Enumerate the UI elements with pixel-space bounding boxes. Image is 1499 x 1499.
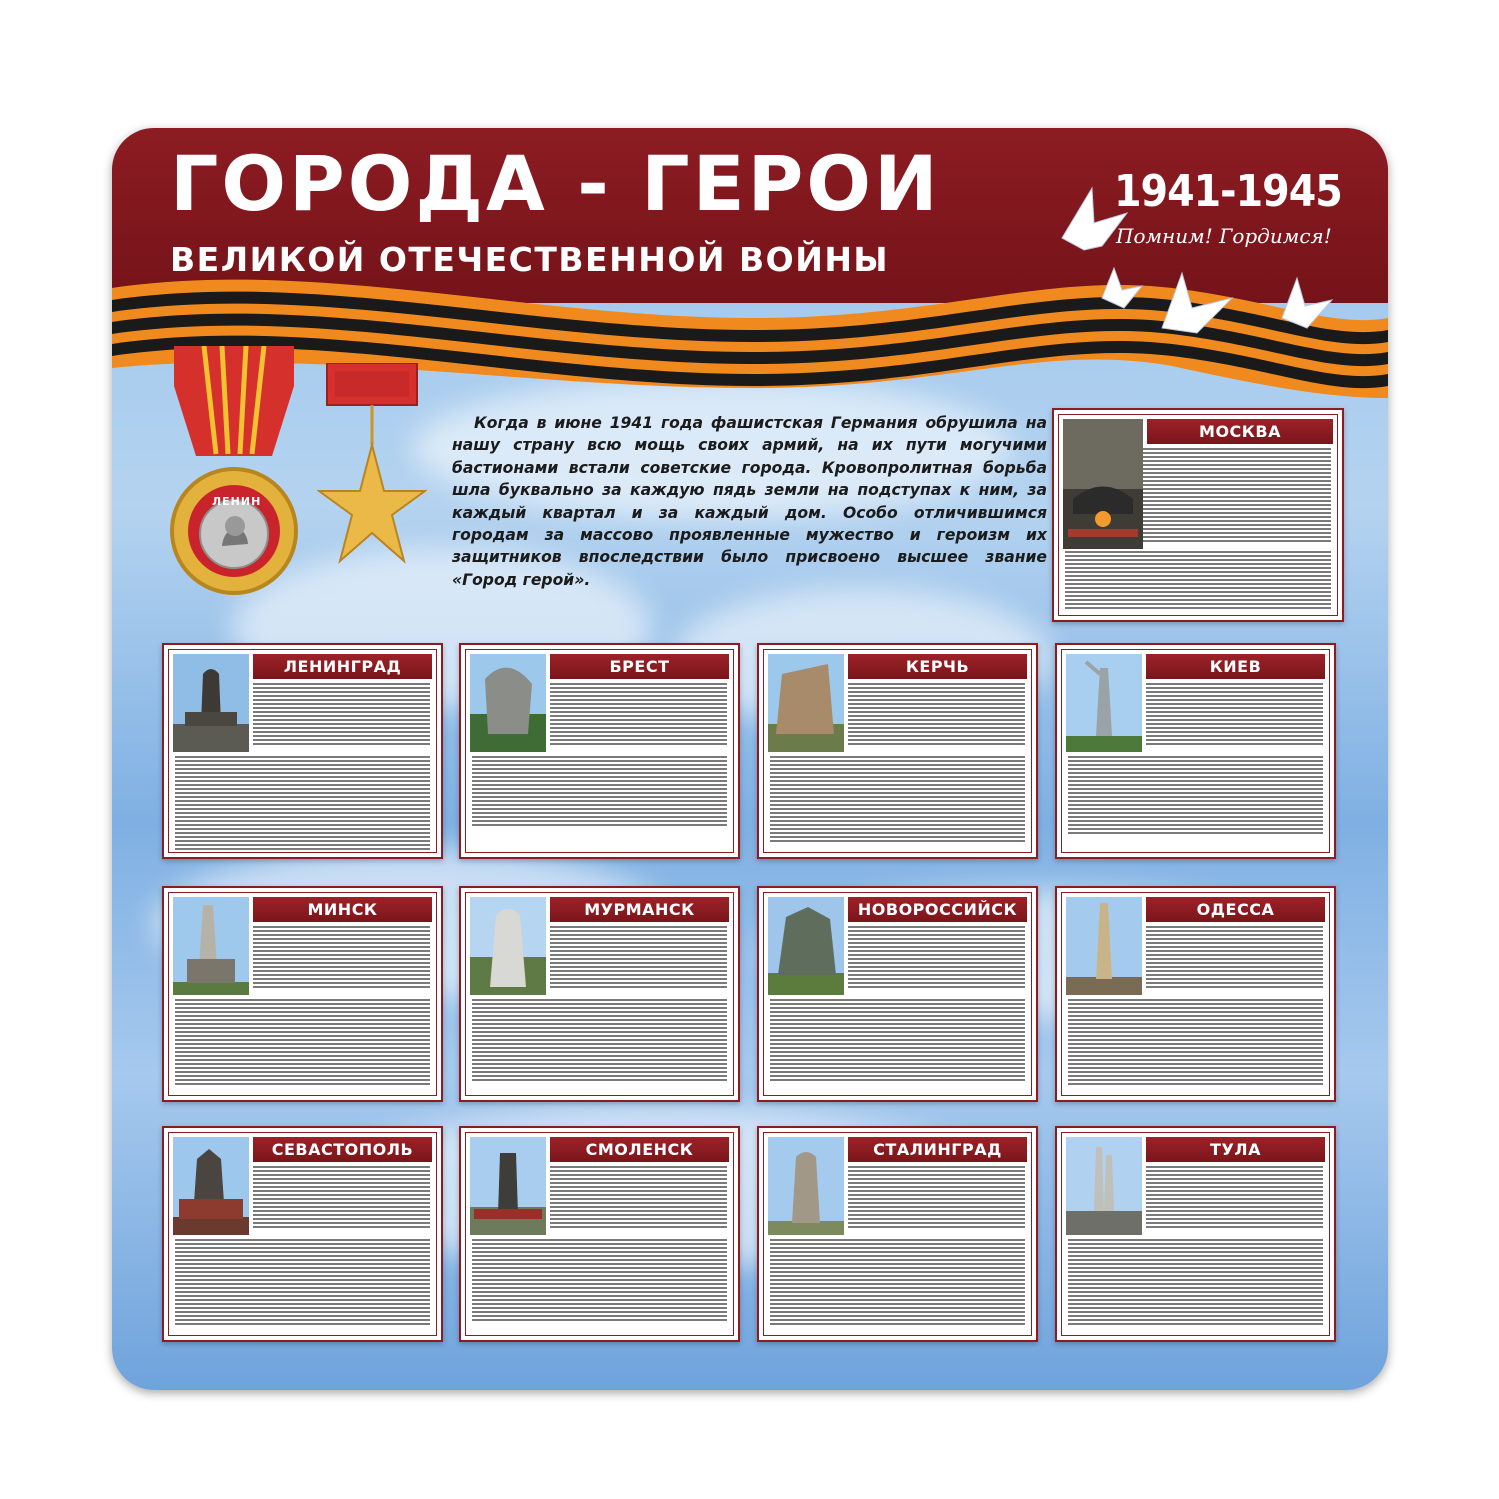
city-photo <box>768 1137 844 1235</box>
city-title: ОДЕССА <box>1146 897 1325 922</box>
city-text <box>550 926 727 992</box>
city-photo <box>470 654 546 752</box>
city-text <box>1146 1166 1323 1232</box>
city-text <box>175 999 430 1091</box>
city-text <box>848 926 1025 992</box>
poster-board <box>112 128 1388 1390</box>
city-text <box>550 683 727 749</box>
motto-label: Помним! Гордимся! <box>1116 224 1332 248</box>
city-text <box>472 999 727 1091</box>
city-card-smolensk <box>459 1126 740 1342</box>
city-photo <box>470 897 546 995</box>
city-photo <box>1066 1137 1142 1235</box>
order-label: ЛЕНИН <box>212 495 262 508</box>
city-text <box>848 683 1025 749</box>
city-card-novorossiysk <box>757 886 1038 1102</box>
city-text <box>550 1166 727 1232</box>
intro-text: Когда в июне 1941 года фашистская Германия обрушила на нашу страну всю мощь своих армий, на их пути могучими бастионами встали советские города. Кровопролитная борьба шла буквально за каждую пядь земли на подступах к ним, за каждый квартал и за каждый дом. Особо отличившимся городам за массово проявленные мужество и героизм их защитников впоследствии было присвоено высшее звание «Город герой». <box>452 414 1047 589</box>
city-card-kiev <box>1055 643 1336 859</box>
city-card-tula <box>1055 1126 1336 1342</box>
city-title: СМОЛЕНСК <box>550 1137 729 1162</box>
city-title: СТАЛИНГРАД <box>848 1137 1027 1162</box>
city-card-leningrad <box>162 643 443 859</box>
city-text <box>770 756 1025 848</box>
city-text <box>1068 1239 1323 1331</box>
city-photo <box>173 654 249 752</box>
city-title: МИНСК <box>253 897 432 922</box>
city-text <box>472 756 727 848</box>
city-title: МОСКВА <box>1147 419 1333 444</box>
city-text <box>1143 448 1331 546</box>
city-photo <box>173 1137 249 1235</box>
years-label: 1941-1945 <box>1114 166 1342 217</box>
city-card-moscow <box>1052 408 1344 622</box>
city-text <box>472 1239 727 1331</box>
city-card-brest <box>459 643 740 859</box>
cranes-icon <box>1032 168 1352 338</box>
city-card-stalingrad <box>757 1126 1038 1342</box>
city-text <box>1068 999 1323 1091</box>
city-photo <box>1066 654 1142 752</box>
city-title: БРЕСТ <box>550 654 729 679</box>
city-title: ТУЛА <box>1146 1137 1325 1162</box>
city-title: ЛЕНИНГРАД <box>253 654 432 679</box>
city-photo <box>768 654 844 752</box>
city-photo <box>470 1137 546 1235</box>
city-text <box>770 999 1025 1091</box>
city-photo <box>1066 897 1142 995</box>
city-card-kerch <box>757 643 1038 859</box>
city-text <box>175 756 430 848</box>
city-text <box>1065 551 1331 611</box>
city-card-murmansk <box>459 886 740 1102</box>
city-title: МУРМАНСК <box>550 897 729 922</box>
city-text <box>253 926 430 992</box>
city-text <box>848 1166 1025 1232</box>
city-text <box>253 683 430 749</box>
city-title: СЕВАСТОПОЛЬ <box>253 1137 432 1162</box>
city-text <box>1068 756 1323 848</box>
city-card-odessa <box>1055 886 1336 1102</box>
city-text <box>175 1239 430 1331</box>
city-text <box>1146 926 1323 992</box>
city-text <box>1146 683 1323 749</box>
city-title: КИЕВ <box>1146 654 1325 679</box>
page-title: ГОРОДА - ГЕРОИ <box>170 139 941 228</box>
gold-star-medal-icon <box>317 363 427 588</box>
city-card-sevastopol <box>162 1126 443 1342</box>
page-subtitle: ВЕЛИКОЙ ОТЕЧЕСТВЕННОЙ ВОЙНЫ <box>170 240 890 279</box>
city-text <box>770 1239 1025 1331</box>
city-title: НОВОРОССИЙСК <box>848 897 1027 922</box>
city-photo <box>1063 419 1143 549</box>
city-photo <box>173 897 249 995</box>
city-text <box>253 1166 430 1232</box>
city-card-minsk <box>162 886 443 1102</box>
city-photo <box>768 897 844 995</box>
order-of-lenin-icon <box>154 346 314 601</box>
city-title: КЕРЧЬ <box>848 654 1027 679</box>
